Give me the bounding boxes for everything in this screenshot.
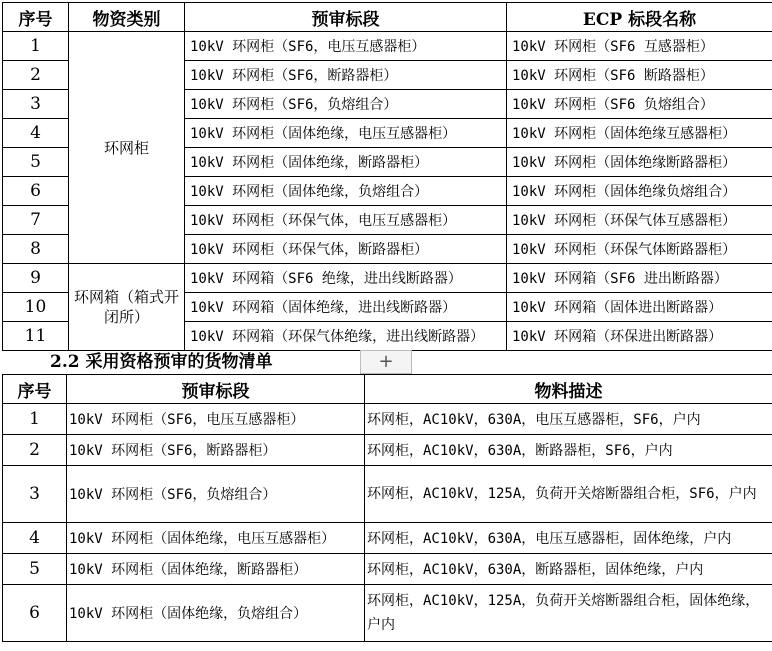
section-heading: 2.2 采用资格预审的货物清单 bbox=[50, 352, 273, 372]
add-table-button[interactable]: + bbox=[360, 350, 412, 374]
ecp-cell: 10kV 环网箱（固体进出断路器） bbox=[507, 293, 772, 322]
ecp-cell: 10kV 环网柜（SF6 互感器柜） bbox=[507, 32, 772, 61]
table-row bbox=[3, 585, 772, 642]
ecp-cell: 10kV 环网柜（固体绝缘互感器柜） bbox=[507, 119, 772, 148]
row-no: 3 bbox=[3, 466, 67, 523]
table-header-row bbox=[3, 3, 772, 32]
section-cell: 10kV 环网箱（固体绝缘，进出线断路器） bbox=[185, 293, 507, 322]
ecp-cell: 10kV 环网柜（固体绝缘断路器柜） bbox=[507, 148, 772, 177]
category-cell: 环网箱（箱式开闭所） bbox=[69, 264, 185, 351]
category-cell: 环网柜 bbox=[69, 32, 185, 264]
col-header-no: 序号 bbox=[3, 375, 67, 404]
section-cell: 10kV 环网柜（SF6，断路器柜） bbox=[185, 61, 507, 90]
table-row bbox=[3, 32, 772, 61]
row-no: 8 bbox=[3, 235, 69, 264]
section-cell: 10kV 环网箱（SF6 绝缘，进出线断路器） bbox=[185, 264, 507, 293]
row-no: 4 bbox=[3, 523, 67, 554]
ecp-cell: 10kV 环网柜（环保气体断路器柜） bbox=[507, 235, 772, 264]
table-row bbox=[3, 404, 772, 435]
section-cell: 10kV 环网柜（SF6，断路器柜） bbox=[67, 435, 365, 466]
row-no: 1 bbox=[3, 32, 69, 61]
row-no: 10 bbox=[3, 293, 69, 322]
table-row bbox=[3, 554, 772, 585]
col-header-ecp: ECP 标段名称 bbox=[507, 3, 772, 32]
row-no: 6 bbox=[3, 585, 67, 642]
row-no: 5 bbox=[3, 554, 67, 585]
col-header-no: 序号 bbox=[3, 3, 69, 32]
ecp-cell: 10kV 环网柜（SF6 断路器柜） bbox=[507, 61, 772, 90]
section-cell: 10kV 环网柜（固体绝缘，负熔组合） bbox=[185, 177, 507, 206]
ecp-cell: 10kV 环网箱（SF6 进出断路器） bbox=[507, 264, 772, 293]
ecp-cell: 10kV 环网柜（SF6 负熔组合） bbox=[507, 90, 772, 119]
ecp-cell: 10kV 环网柜（固体绝缘负熔组合） bbox=[507, 177, 772, 206]
row-no: 11 bbox=[3, 322, 69, 351]
row-no: 2 bbox=[3, 435, 67, 466]
section-cell: 10kV 环网柜（固体绝缘，断路器柜） bbox=[185, 148, 507, 177]
col-header-section: 预审标段 bbox=[185, 3, 507, 32]
description-cell: 环网柜，AC10kV，125A，负荷开关熔断器组合柜，固体绝缘，户内 bbox=[365, 585, 772, 642]
section-cell: 10kV 环网柜（SF6，负熔组合） bbox=[67, 466, 365, 523]
row-no: 9 bbox=[3, 264, 69, 293]
description-cell: 环网柜，AC10kV，630A，电压互感器柜，SF6，户内 bbox=[365, 404, 772, 435]
description-cell: 环网柜，AC10kV，630A，电压互感器柜，固体绝缘，户内 bbox=[365, 523, 772, 554]
section-cell: 10kV 环网柜（固体绝缘，电压互感器柜） bbox=[67, 523, 365, 554]
col-header-category: 物资类别 bbox=[69, 3, 185, 32]
table-row bbox=[3, 466, 772, 523]
section-cell: 10kV 环网柜（环保气体，断路器柜） bbox=[185, 235, 507, 264]
table-row bbox=[3, 523, 772, 554]
section-cell: 10kV 环网柜（SF6，电压互感器柜） bbox=[67, 404, 365, 435]
row-no: 1 bbox=[3, 404, 67, 435]
section-cell: 10kV 环网柜（SF6，负熔组合） bbox=[185, 90, 507, 119]
section-cell: 10kV 环网柜（固体绝缘，负熔组合） bbox=[67, 585, 365, 642]
row-no: 5 bbox=[3, 148, 69, 177]
section-cell: 10kV 环网柜（环保气体，电压互感器柜） bbox=[185, 206, 507, 235]
col-header-section: 预审标段 bbox=[67, 375, 365, 404]
section-cell: 10kV 环网柜（固体绝缘，断路器柜） bbox=[67, 554, 365, 585]
section-cell: 10kV 环网柜（SF6，电压互感器柜） bbox=[185, 32, 507, 61]
row-no: 2 bbox=[3, 61, 69, 90]
row-no: 6 bbox=[3, 177, 69, 206]
table-header-row bbox=[3, 375, 772, 404]
section-cell: 10kV 环网柜（固体绝缘，电压互感器柜） bbox=[185, 119, 507, 148]
ecp-cell: 10kV 环网柜（环保气体互感器柜） bbox=[507, 206, 772, 235]
row-no: 4 bbox=[3, 119, 69, 148]
description-cell: 环网柜，AC10kV，630A，断路器柜，固体绝缘，户内 bbox=[365, 554, 772, 585]
goods-list-table bbox=[2, 374, 772, 642]
section-cell: 10kV 环网箱（环保气体绝缘，进出线断路器） bbox=[185, 322, 507, 351]
table-row bbox=[3, 264, 772, 293]
row-no: 7 bbox=[3, 206, 69, 235]
table-row bbox=[3, 435, 772, 466]
row-no: 3 bbox=[3, 90, 69, 119]
description-cell: 环网柜，AC10kV，125A，负荷开关熔断器组合柜，SF6，户内 bbox=[365, 466, 772, 523]
ecp-cell: 10kV 环网箱（环保进出断路器） bbox=[507, 322, 772, 351]
description-cell: 环网柜，AC10kV，630A，断路器柜，SF6，户内 bbox=[365, 435, 772, 466]
col-header-description: 物料描述 bbox=[365, 375, 772, 404]
stage-mapping-table bbox=[2, 2, 772, 351]
